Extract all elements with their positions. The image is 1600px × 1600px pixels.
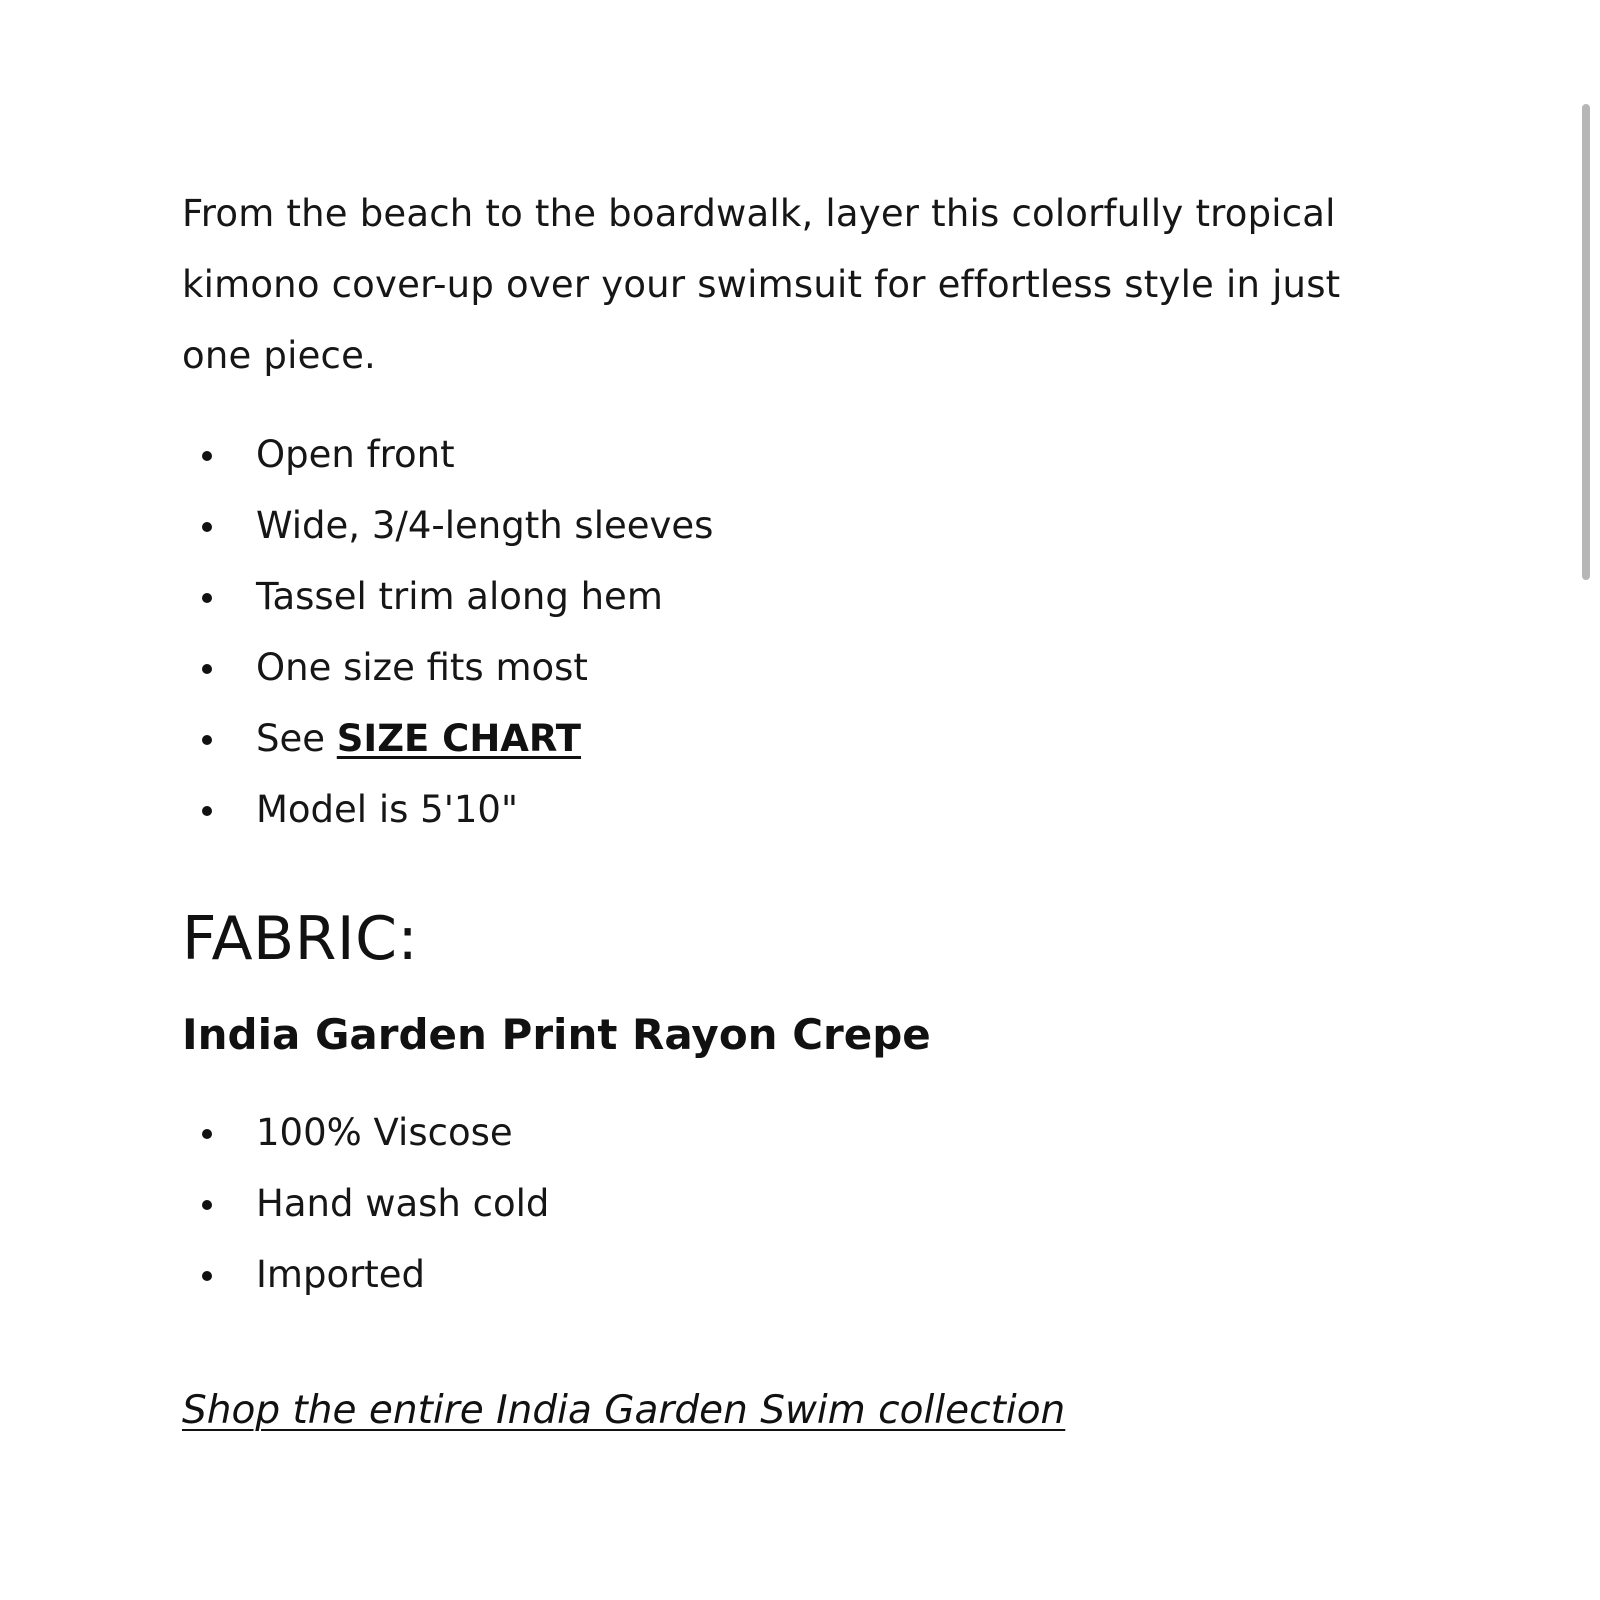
size-chart-link[interactable]: SIZE CHART xyxy=(336,717,582,760)
feature-text: Open front xyxy=(256,433,455,476)
list-item xyxy=(182,419,1412,490)
care-text: Hand wash cold xyxy=(256,1182,550,1225)
bullet-icon xyxy=(202,806,212,816)
bullet-icon xyxy=(202,1271,212,1281)
bullet-icon xyxy=(202,522,212,532)
scrollbar-thumb[interactable] xyxy=(1582,104,1590,580)
list-item xyxy=(182,1097,1412,1168)
size-chart-prefix: See xyxy=(256,717,337,760)
feature-list xyxy=(182,419,1412,845)
list-item xyxy=(182,1168,1412,1239)
list-item xyxy=(182,703,1412,774)
product-description xyxy=(182,178,1412,1433)
care-text: 100% Viscose xyxy=(256,1111,513,1154)
feature-text: Wide, 3/4-length sleeves xyxy=(256,504,714,547)
list-item xyxy=(182,632,1412,703)
care-text: Imported xyxy=(256,1253,426,1296)
care-list xyxy=(182,1097,1412,1310)
list-item xyxy=(182,490,1412,561)
list-item xyxy=(182,561,1412,632)
bullet-icon xyxy=(202,1129,212,1139)
fabric-name: India Garden Print Rayon Crepe xyxy=(182,1010,931,1059)
feature-text: Tassel trim along hem xyxy=(256,575,663,618)
model-info: Model is 5'10" xyxy=(256,788,518,831)
intro-paragraph: From the beach to the boardwalk, layer this colorfully tropical kimono cover-up over your swimsuit for effortless style in just one piece. xyxy=(182,192,1341,377)
bullet-icon xyxy=(202,735,212,745)
feature-text: One size fits most xyxy=(256,646,588,689)
list-item xyxy=(182,1239,1412,1310)
bullet-icon xyxy=(202,664,212,674)
list-item xyxy=(182,774,1412,845)
shop-collection-link[interactable]: Shop the entire India Garden Swim collection xyxy=(182,1388,1066,1433)
fabric-heading: FABRIC: xyxy=(182,904,419,974)
bullet-icon xyxy=(202,1200,212,1210)
bullet-icon xyxy=(202,451,212,461)
bullet-icon xyxy=(202,593,212,603)
